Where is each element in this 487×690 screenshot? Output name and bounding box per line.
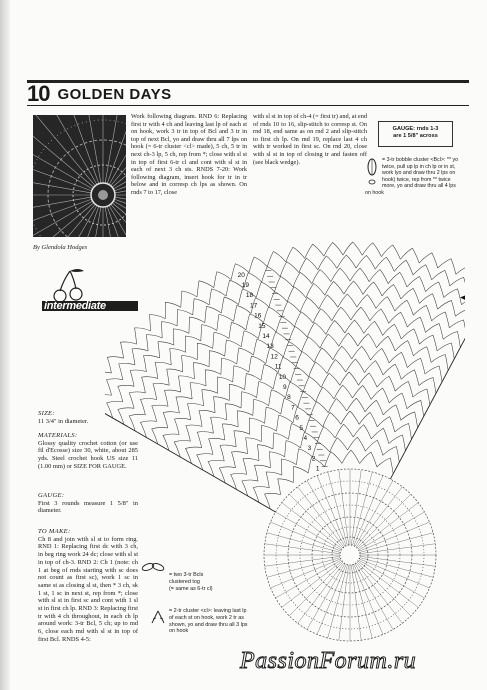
round-label: 19 <box>241 282 249 290</box>
binding-shadow <box>0 0 10 690</box>
round-label: 18 <box>245 292 254 300</box>
round-label: 12 <box>270 353 278 361</box>
round-label: 20 <box>237 271 245 279</box>
gauge-box <box>378 121 453 147</box>
gauge-box-line2: are 1 5/8" across <box>393 133 438 139</box>
pattern-number: 10 <box>27 81 50 106</box>
round-label: 9 <box>282 384 287 392</box>
round-label: 16 <box>254 312 262 320</box>
round-label: 17 <box>249 302 258 310</box>
materials-text: Glossy quality crochet cotton (or use fil d'Ecosse) size 30, white, about 285 yds. Steel crochet hook US size 11 (1.00 mm) or SIZE FOR GAUGE. <box>38 439 138 470</box>
round-label: 3 <box>307 445 312 453</box>
round-label: 10 <box>278 373 287 381</box>
gauge-box-line1: GAUGE: rnds 1-3 <box>392 126 439 132</box>
round-label: 2 <box>311 455 316 463</box>
skill-level-label: intermediate <box>44 300 106 312</box>
round-label: 4 <box>303 435 308 443</box>
round-label: 6 <box>295 414 299 422</box>
size-heading: SIZE: <box>38 410 55 417</box>
pattern-header <box>27 80 469 106</box>
crochet-diagram <box>105 185 465 650</box>
to-make-heading: TO MAKE: <box>38 528 71 535</box>
round-label: 15 <box>258 322 266 330</box>
legend-two-bcl-text: = two 3-tr Bcls clustered tog <box>169 572 204 585</box>
round-label: 1 <box>315 465 320 473</box>
round-label: 5 <box>299 424 304 432</box>
round-label: 7 <box>291 404 295 412</box>
gauge-heading: GAUGE: <box>38 492 65 499</box>
pattern-title: GOLDEN DAYS <box>57 85 172 103</box>
instructions-column-3: with sl st in top of ch-4 (= first tr) and, at end of rnds 10 to 16, slip-stitch to corresp st. On rnd 18, end same as on rnd 2 and slip-stitch to first ch lp. On rnd 19, replace last 4 ch with tr worked in first sc. On rnd 20, close with sl st in top of closing tr and fasten off (see black wedge). <box>253 113 367 166</box>
legend-cl2-text: = 2-tr cluster <cl>: leaving last lp of each st on hook, work 2 tr as shown, yo and draw thru all 3 lps on hook <box>169 608 248 635</box>
crochet-chart-svg <box>105 185 465 645</box>
designer-byline: By Glendola Hodges <box>33 244 88 251</box>
watermark: PassionForum.ru <box>240 648 417 674</box>
instructions-column-2: Work following diagram. RND 6: Replacing first tr with 4 ch and leaving last lp of each st on hook, work 3 tr in top of Bcl and 3 tr in top of next Bcl, yo and draw thru all 7 lps on hook (= 6-tr cluster <cl> made), 5 ch, 5 tr in next ch-3 lp, 5 ch, rep from *; close with sl st in top of first 6-tr cl and cont with sl st in each of next 3 ch sts. RNDS 7-20: Work following diagram, insert hook for tr in tr below and in corresp ch lps as shown. On rnds 7 to 17, close <box>131 113 247 196</box>
legend-bobble-text: = 3-tr bobble cluster <Bcl>: ** yo twice, pull up lp in ch lp or in st, work lyo and draw thru 2 lps on hook) twice, rep from ** twice more, yo and draw thru all 4 lps on hook <box>365 157 459 196</box>
gauge-text: First 3 rounds measure 1 5/8" in diameter. <box>38 499 138 515</box>
materials-heading: MATERIALS: <box>38 432 78 439</box>
round-label: 11 <box>274 363 282 371</box>
round-label: 8 <box>287 394 291 402</box>
to-make-text: Ch 8 and join with sl st to form ring. RND 1: Replacing first dc with 3 ch, in beg ring work 24 dc; close with sl st in top of ch-3. RND 2: Ch 1 (note: ch 1 at beg of rnds starting with sc does not count as first sc), work 1 sc in same st as closing sl st, then * 3 ch, sk 1 st, 1 sc in next st, rep from *; close with sl st in first sc and cont with 1 sl st in first ch lp. RND 3: Replacing first tr with 4 ch throughout, in each ch lp around work: 3-tr Bcl, 5 ch; up to md 6, close each rnd with sl st in top of first Bcl. RNDS 4-5: <box>38 535 138 643</box>
round-label: 13 <box>266 343 274 351</box>
size-text: 11 3/4" in diameter. <box>38 417 89 425</box>
legend-two-bcl-note: (= same as 6-tr cl) <box>169 585 213 592</box>
round-label: 14 <box>262 333 270 341</box>
bobble-symbol-icon <box>365 157 379 187</box>
